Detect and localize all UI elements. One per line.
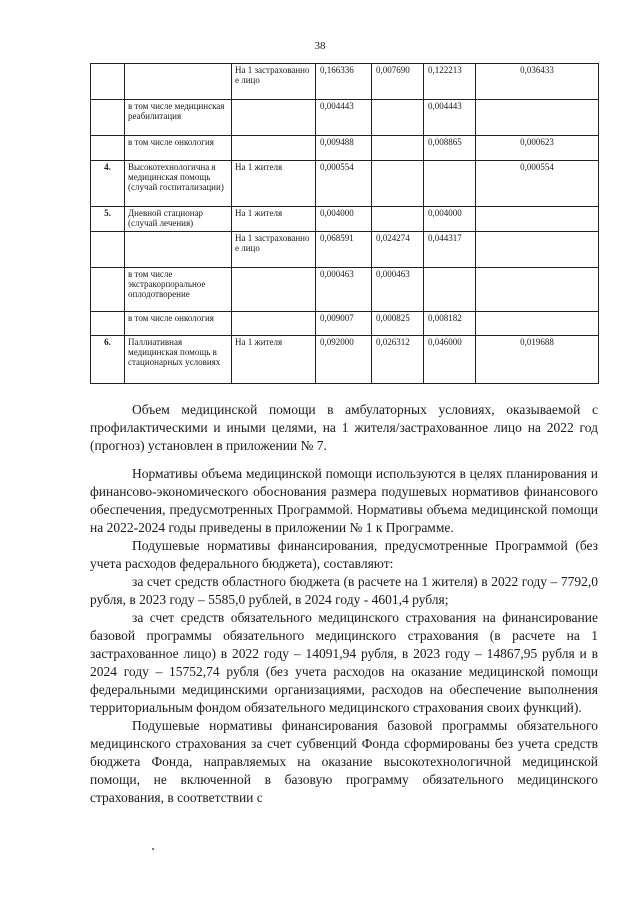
unit-cell <box>232 268 316 312</box>
value-cell <box>424 161 476 207</box>
row-number-cell <box>91 268 125 312</box>
value-cell: 0,024274 <box>372 232 424 268</box>
value-cell: 0,004000 <box>424 207 476 232</box>
value-cell: 0,008865 <box>424 136 476 161</box>
row-number-cell <box>91 136 125 161</box>
care-type-cell: Дневной стационар (случай лечения) <box>125 207 232 232</box>
value-total-cell: 0,009007 <box>316 312 372 336</box>
table-row <box>91 268 599 312</box>
care-type-cell <box>125 64 232 100</box>
unit-cell <box>232 312 316 336</box>
value-cell: 0,000463 <box>372 268 424 312</box>
table-row <box>91 312 599 336</box>
value-total-cell: 0,092000 <box>316 336 372 384</box>
paragraph: Подушевые нормативы финансирования, предусмотренные Программой (без учета расходов федерального бюджета), составляют: <box>90 538 598 571</box>
row-number-cell <box>91 232 125 268</box>
body-text <box>90 401 598 807</box>
row-number-cell <box>91 64 125 100</box>
table-row <box>91 161 599 207</box>
value-cell: 0,019688 <box>476 336 599 384</box>
value-cell: 0,007690 <box>372 64 424 100</box>
value-cell <box>476 312 599 336</box>
row-number-cell <box>91 100 125 136</box>
scan-speck <box>152 848 154 850</box>
table-row <box>91 336 599 384</box>
row-number-cell: 4. <box>91 161 125 207</box>
value-cell <box>372 136 424 161</box>
value-total-cell: 0,004000 <box>316 207 372 232</box>
row-number-cell: 6. <box>91 336 125 384</box>
row-number-cell: 5. <box>91 207 125 232</box>
unit-cell: На 1 жителя <box>232 161 316 207</box>
care-type-cell: Паллиативная медицинская помощь в стационарных условиях <box>125 336 232 384</box>
care-type-cell: в том числе онкология <box>125 136 232 161</box>
value-cell <box>476 100 599 136</box>
value-total-cell: 0,166336 <box>316 64 372 100</box>
table-row <box>91 136 599 161</box>
paragraph: за счет средств обязательного медицинского страхования на финансирование базовой программы обязательного медицинского страхования (в расчете на 1 застрахованное лицо) в 2022 году – 14091,94 рубля, в 2023 году – 14867,95 рубля и в 2024 году – 15752,74 рубля (без учета расходов на оказание медицинской помощи федеральными медицинскими организациями, расходов на обеспечение выполнения территориальным фондом обязательного медицинского страхования своих функций). <box>90 610 598 715</box>
value-cell <box>476 232 599 268</box>
value-total-cell: 0,009488 <box>316 136 372 161</box>
paragraph: Подушевые нормативы финансирования базовой программы обязательного медицинского страхования за счет субвенций Фонда сформированы без учета средств бюджета Фонда, направляемых на оказание высокотехнологичной медицинской помощи, не включенной в базовую программу обязательного медицинского страхования, в соответствии с <box>90 718 598 805</box>
table-row <box>91 207 599 232</box>
table-row <box>91 64 599 100</box>
paragraph: Объем медицинской помощи в амбулаторных условиях, оказываемой с профилактическими и иными целями, на 1 жителя/застрахованное лицо на 2022 год (прогноз) установлен в приложении № 7. <box>90 402 598 453</box>
row-number-cell <box>91 312 125 336</box>
value-cell: 0,122213 <box>424 64 476 100</box>
value-cell: 0,008182 <box>424 312 476 336</box>
unit-cell <box>232 100 316 136</box>
medical-care-norms-table <box>90 63 599 384</box>
care-type-cell: в том числе медицинская реабилитация <box>125 100 232 136</box>
care-type-cell: Высокотехнологична я медицинская помощь (случай госпитализации) <box>125 161 232 207</box>
value-cell: 0,044317 <box>424 232 476 268</box>
table-row <box>91 100 599 136</box>
value-cell <box>476 268 599 312</box>
value-total-cell: 0,068591 <box>316 232 372 268</box>
value-cell <box>424 268 476 312</box>
page-number: 38 <box>314 40 326 52</box>
value-total-cell: 0,000554 <box>316 161 372 207</box>
value-cell <box>372 161 424 207</box>
value-total-cell: 0,004443 <box>316 100 372 136</box>
care-type-cell: в том числе экстракорпоральное оплодотворение <box>125 268 232 312</box>
value-cell: 0,046000 <box>424 336 476 384</box>
value-cell <box>372 207 424 232</box>
value-total-cell: 0,000463 <box>316 268 372 312</box>
value-cell: 0,026312 <box>372 336 424 384</box>
unit-cell: На 1 жителя <box>232 336 316 384</box>
paragraph: Нормативы объема медицинской помощи используются в целях планирования и финансово-экономического обоснования размера подушевых нормативов финансового обеспечения, предусмотренных Программой. Нормативы объема медицинской помощи на 2022-2024 годы приведены в приложении № 1 к Программе. <box>90 466 598 535</box>
unit-cell: На 1 застрахованно е лицо <box>232 64 316 100</box>
table-row <box>91 232 599 268</box>
care-type-cell: в том числе онкология <box>125 312 232 336</box>
value-cell: 0,000554 <box>476 161 599 207</box>
value-cell: 0,004443 <box>424 100 476 136</box>
unit-cell: На 1 застрахованно е лицо <box>232 232 316 268</box>
unit-cell: На 1 жителя <box>232 207 316 232</box>
paragraph: за счет средств областного бюджета (в расчете на 1 жителя) в 2022 году – 7792,0 рубля, в 2023 году – 5585,0 рублей, в 2024 году - 4601,4 рубля; <box>90 574 598 607</box>
care-type-cell <box>125 232 232 268</box>
value-cell: 0,000825 <box>372 312 424 336</box>
unit-cell <box>232 136 316 161</box>
value-cell <box>476 207 599 232</box>
value-cell: 0,036433 <box>476 64 599 100</box>
value-cell <box>372 100 424 136</box>
value-cell: 0,000623 <box>476 136 599 161</box>
